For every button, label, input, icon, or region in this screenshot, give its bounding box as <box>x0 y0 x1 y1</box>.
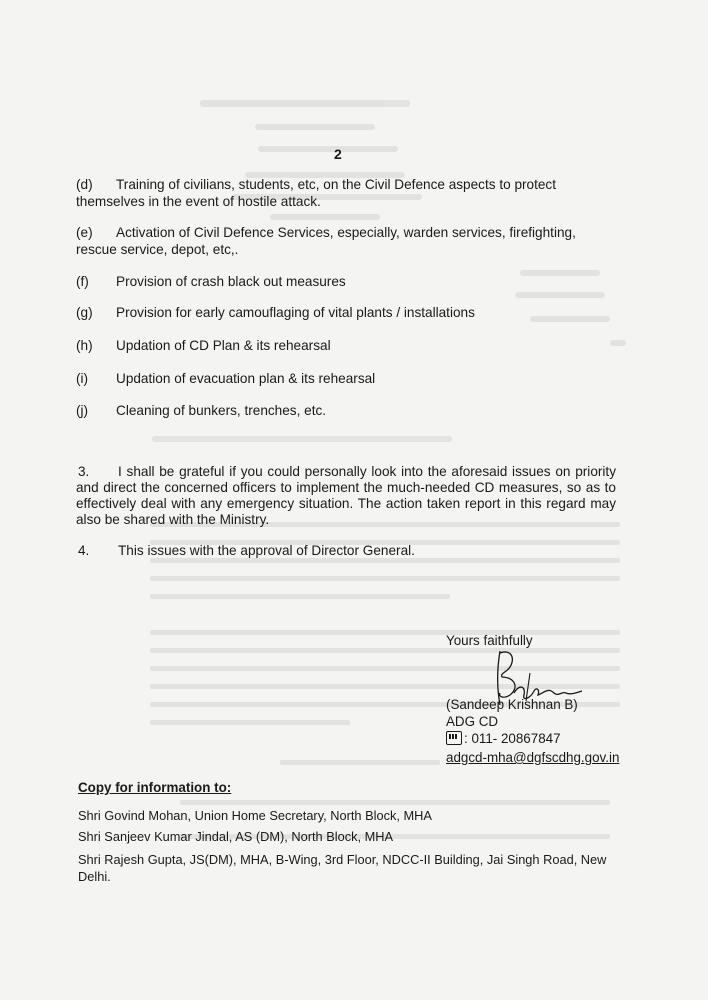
phone-line <box>446 731 561 746</box>
list-item-text: Updation of CD Plan & its rehearsal <box>116 338 331 353</box>
signatory-designation: ADG CD <box>446 714 499 729</box>
list-item-h <box>76 337 616 354</box>
copy-recipient-2: Shri Sanjeev Kumar Jindal, AS (DM), North Block, MHA <box>78 829 394 844</box>
phone-number: : 011- 20867847 <box>464 731 561 746</box>
list-item-label: (j) <box>76 403 89 418</box>
paragraph-3 <box>76 464 616 528</box>
list-item-label: (g) <box>76 305 93 320</box>
email-link[interactable]: adgcd-mha@dgfscdhg.gov.in <box>446 750 620 765</box>
list-item-i <box>76 370 616 387</box>
list-item-j <box>76 402 616 419</box>
list-item-label: (e) <box>76 225 93 240</box>
list-item-label: (i) <box>76 371 89 386</box>
page-number: 2 <box>334 146 342 162</box>
list-item-label: (d) <box>76 177 93 192</box>
paragraph-text: This issues with the approval of Director General. <box>118 543 415 558</box>
list-item-text: Cleaning of bunkers, trenches, etc. <box>116 403 327 418</box>
signatory-name: (Sandeep Krishnan B) <box>446 697 578 712</box>
telephone-icon <box>446 731 462 745</box>
list-item-d <box>76 176 616 210</box>
list-item-label: (f) <box>76 274 89 289</box>
paragraph-text: I shall be grateful if you could personally look into the aforesaid issues on priority and direct the concerned officers to implement the much-needed CD measures, so as to effectively deal with any emergency situation. The action taken report in this regard may also be shared with the Ministry. <box>76 464 616 527</box>
copy-recipient-3: Shri Rajesh Gupta, JS(DM), MHA, B-Wing, 3rd Floor, NDCC-II Building, Jai Singh Road, New Delhi. <box>78 852 607 884</box>
list-item-text: Provision for early camouflaging of vital plants / installations <box>116 305 475 320</box>
list-item-f <box>76 273 616 290</box>
list-item-text: Activation of Civil Defence Services, especially, warden services, firefighting, rescue service, depot, etc,. <box>76 225 576 257</box>
list-item-text: Training of civilians, students, etc, on the Civil Defence aspects to protect themselves in the event of hostile attack. <box>76 177 556 209</box>
copy-heading: Copy for information to: <box>78 780 232 795</box>
list-item-text: Provision of crash black out measures <box>116 274 346 289</box>
paragraph-number: 4. <box>78 543 90 558</box>
paragraph-number: 3. <box>78 464 90 479</box>
copy-recipient-1: Shri Govind Mohan, Union Home Secretary, North Block, MHA <box>78 808 432 823</box>
list-item-g <box>76 304 616 321</box>
list-item-label: (h) <box>76 338 93 353</box>
list-item-e <box>76 224 616 258</box>
closing: Yours faithfully <box>446 633 533 648</box>
paragraph-4 <box>76 543 616 559</box>
list-item-text: Updation of evacuation plan & its rehearsal <box>116 371 376 386</box>
